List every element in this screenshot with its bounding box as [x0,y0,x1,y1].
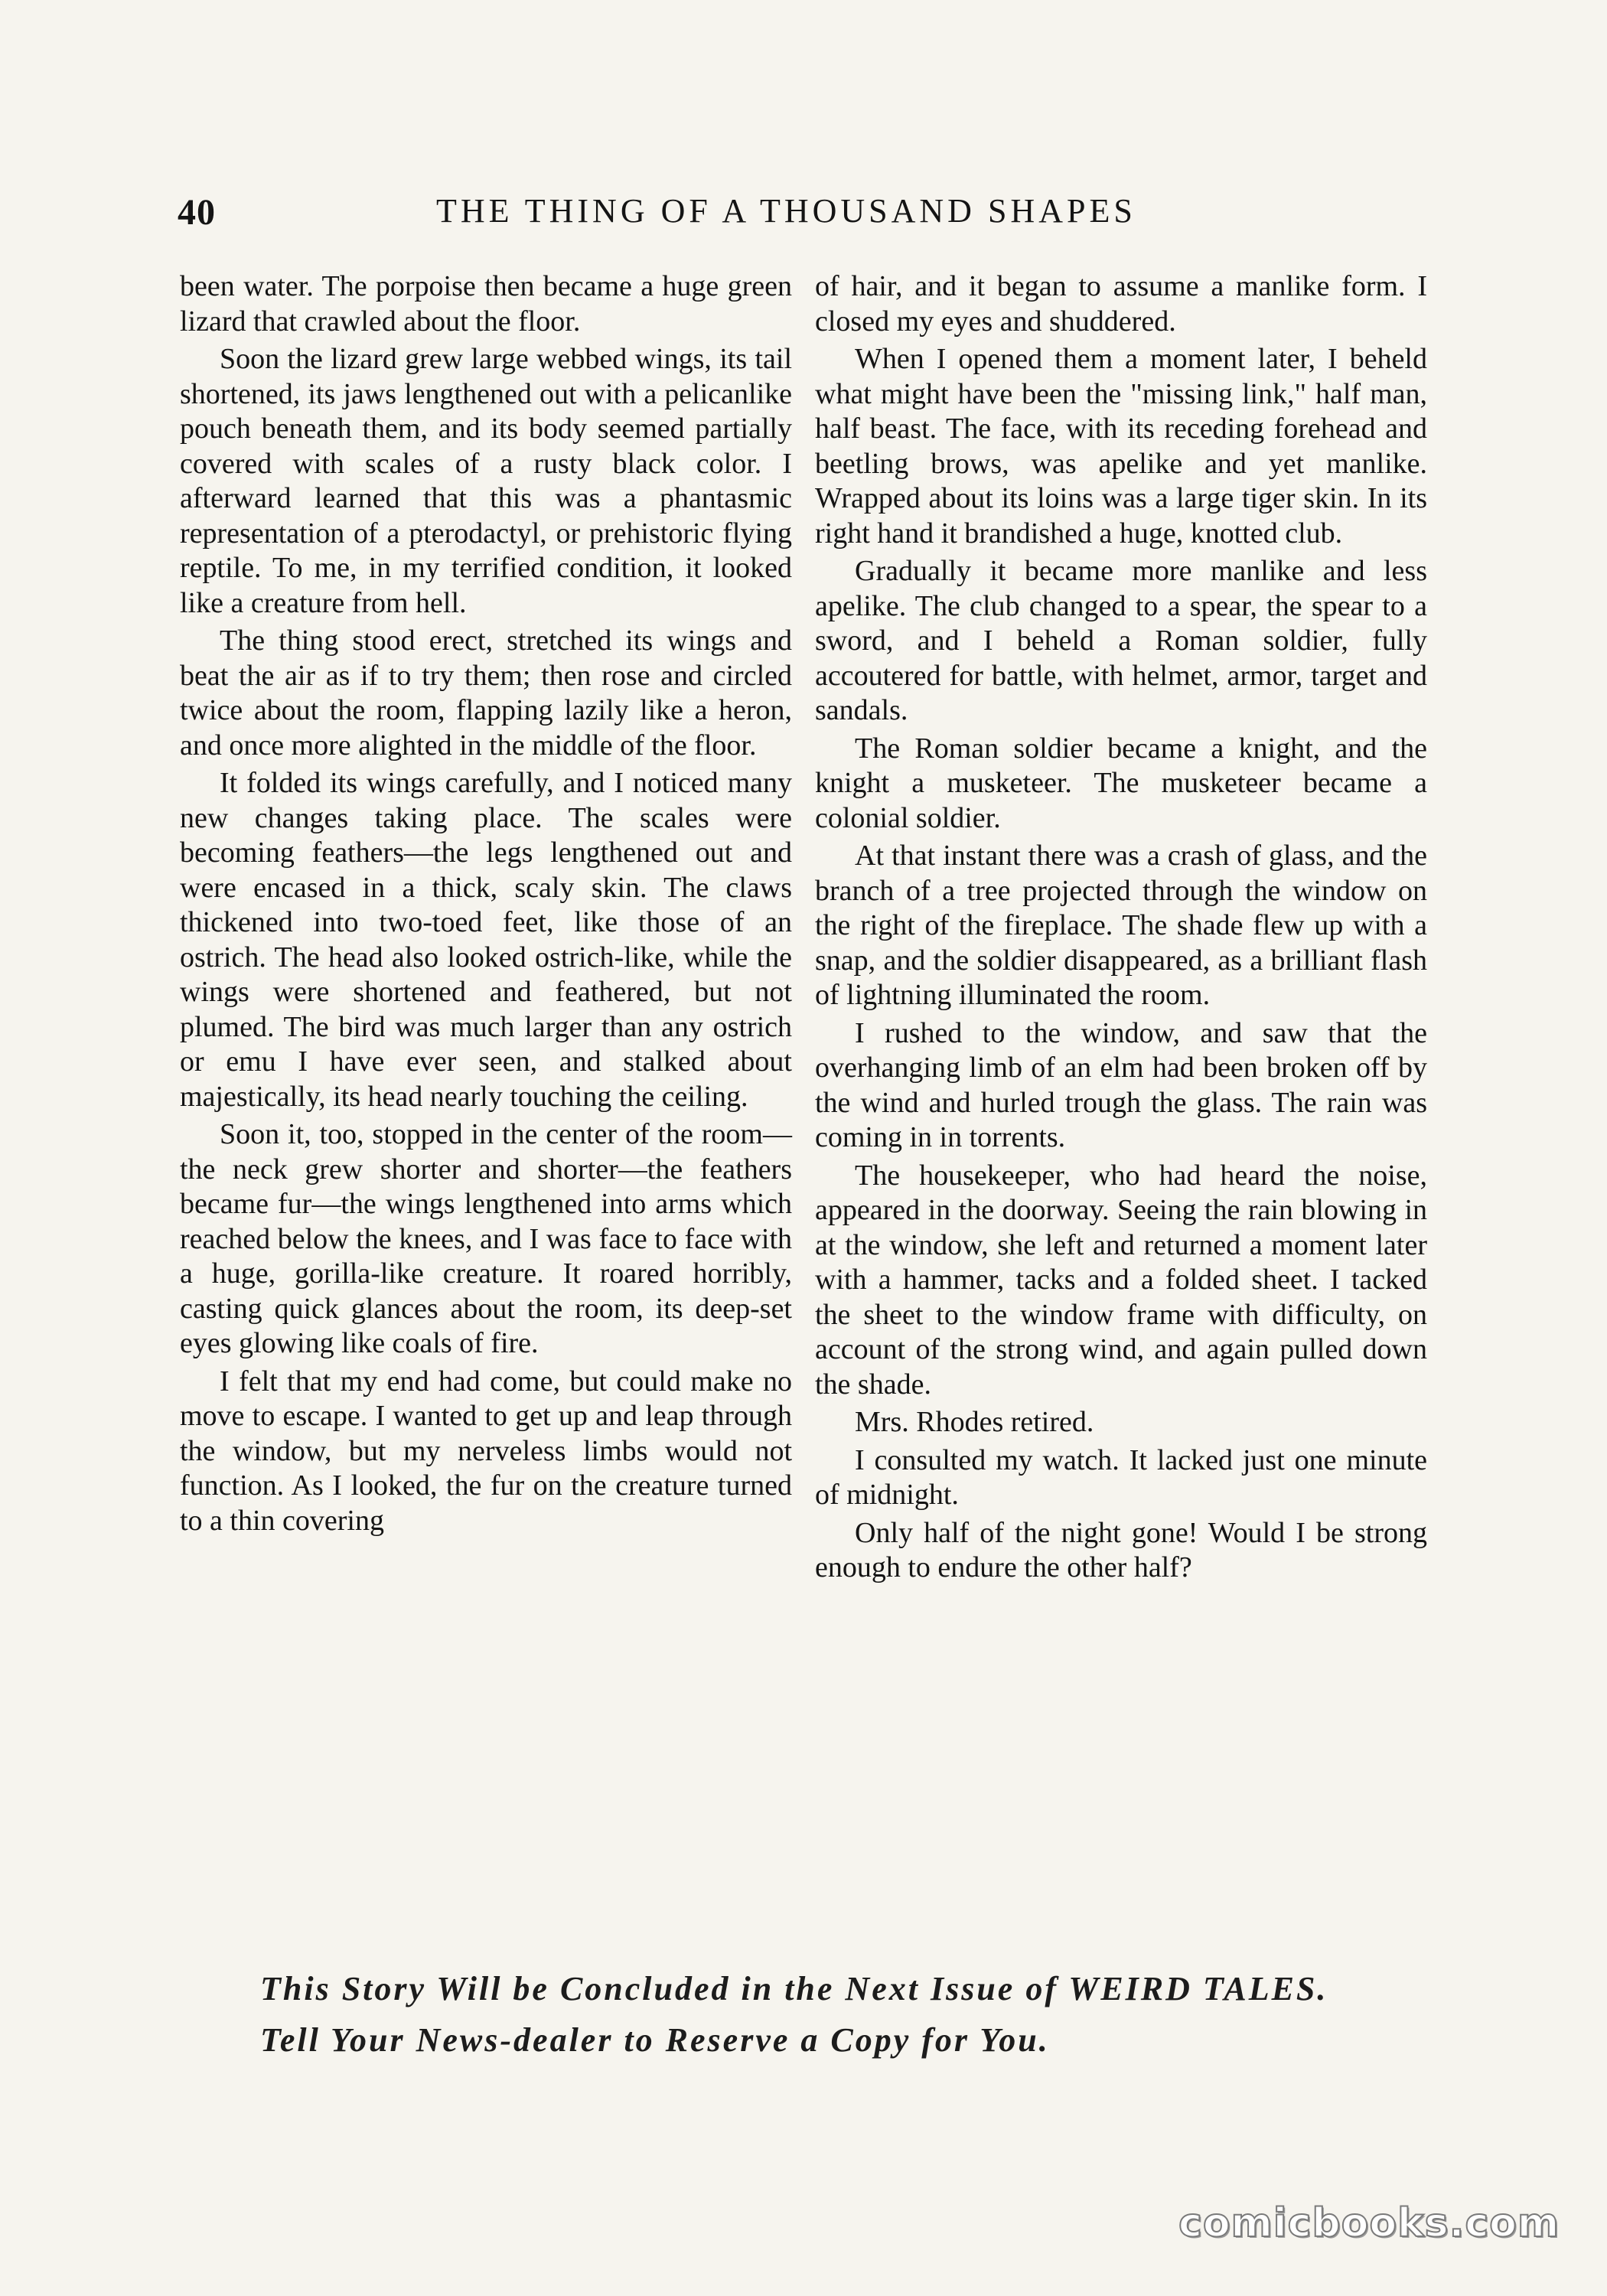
paragraph: Soon it, too, stopped in the center of the room—the neck grew shorter and shorter—the feathers became fur—the wings lengthened into arms which reached below the knees, and I was face to face with a huge, gorilla-like creature. It roared horribly, casting quick glances about the room, its deep-set eyes glowing like coals of fire. [180,1118,792,1359]
paragraph: The Roman soldier became a knight, and the knight a musketeer. The musketeer became a colonial soldier. [815,732,1427,834]
paragraph: The housekeeper, who had heard the noise, appeared in the doorway. Seeing the rain blowing in at the window, she left and returned a moment later with a hammer, tacks and a folded sheet. I tacked the sheet to the window frame with difficulty, on account of the strong wind, and again pulled down the shade. [815,1159,1427,1401]
paragraph: Soon the lizard grew large webbed wings, its tail shortened, its jaws lengthened out with a pelicanlike pouch beneath them, and its body seemed partially covered with scales of a rusty black color. I afterward learned that this was a phantasmic representation of a pterodactyl, or prehistoric flying reptile. To me, in my terrified condition, it looked like a creature from hell. [180,343,792,619]
paragraph: The thing stood erect, stretched its wings and beat the air as if to try them; then rose and circled twice about the room, flapping lazily like a heron, and once more alighted in the middle of the floor. [180,625,792,762]
paragraph: At that instant there was a crash of glass, and the branch of a tree projected through the window on the right of the fireplace. The shade flew up with a snap, and the soldier disappeared, as a brilliant flash of lightning illuminated the room. [815,840,1427,1011]
paragraph: I rushed to the window, and saw that the overhanging limb of an elm had been broken off by the wind and hurled trough the glass. The rain was coming in in torrents. [815,1016,1427,1153]
running-title: THE THING OF A THOUSAND SHAPES [436,192,1136,230]
left-column [180,269,792,1538]
paragraph: Gradually it became more manlike and less apelike. The club changed to a spear, the spear to a sword, and I beheld a Roman soldier, fully accoutered for battle, with helmet, armor, target and sandals. [815,555,1427,726]
paragraph: Mrs. Rhodes retired. [855,1406,1094,1438]
page-header [0,0,1607,253]
paragraph: I felt that my end had come, but could make no move to escape. I wanted to get up and leap through the window, but my nerveless limbs would not function. As I looked, the fur on the creature turned to a thin covering [180,1365,792,1537]
right-column [815,269,1427,1586]
page-number: 40 [178,192,216,233]
paragraph: of hair, and it began to assume a manlike form. I closed my eyes and shuddered. [815,270,1427,338]
watermark: comicbooks.com [1178,2200,1560,2246]
paragraph: been water. The porpoise then became a huge green lizard that crawled about the floor. [180,270,792,338]
paragraph: When I opened them a moment later, I beheld what might have been the "missing link," half man, half beast. The face, with its receding forehead and beetling brows, was apelike and yet manlike. Wrapped about its loins was a large tiger skin. In its right hand it brandished a huge, knotted club. [815,343,1427,550]
paragraph: It folded its wings carefully, and I noticed many new changes taking place. The scales were becoming feathers—the legs lengthened out and were encased in a thick, scaly skin. The claws thickened into two-toed feet, like those of an ostrich. The head also looked ostrich-like, while the wings were shortened and feathered, but not plumed. The bird was much larger than any ostrich or emu I have ever seen, and stalked about majestically, its head nearly touching the ceiling. [180,767,792,1113]
paragraph: Only half of the night gone! Would I be strong enough to endure the other half? [815,1516,1427,1583]
paragraph: I consulted my watch. It lacked just one minute of midnight. [815,1443,1427,1511]
continuation-notice: This Story Will be Concluded in the Next Issue of WEIRD TALES. Tell Your News-dealer to Reserve a Copy for You. [260,1970,1328,2059]
